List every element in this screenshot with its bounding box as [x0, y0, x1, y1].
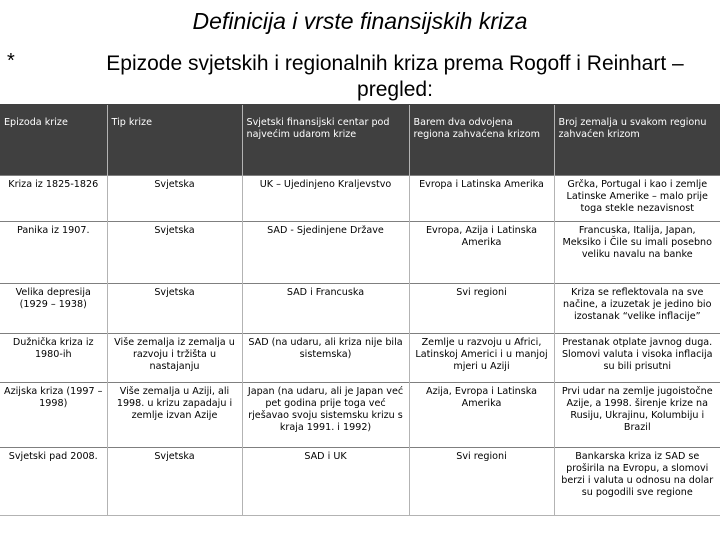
cell-regions: Svi regioni [409, 284, 554, 334]
cell-episode: Panika iz 1907. [0, 222, 107, 284]
cell-crisis-type: Svjetska [107, 448, 242, 516]
cell-regions: Azija, Evropa i Latinska Amerika [409, 383, 554, 448]
crisis-episodes-table [0, 104, 720, 516]
header-episode: Epizoda krize [0, 105, 107, 176]
table-row [0, 383, 720, 448]
table-row [0, 334, 720, 383]
cell-crisis-type: Svjetska [107, 176, 242, 222]
cell-episode: Svjetski pad 2008. [0, 448, 107, 516]
cell-crisis-type: Svjetska [107, 284, 242, 334]
cell-episode: Dužnička kriza iz 1980-ih [0, 334, 107, 383]
header-crisis-type: Tip krize [107, 105, 242, 176]
slide-title: Definicija i vrste finansijskih kriza [192, 8, 528, 34]
cell-regions: Evropa i Latinska Amerika [409, 176, 554, 222]
table-row [0, 176, 720, 222]
cell-financial-center: UK – Ujedinjeno Kraljevstvo [242, 176, 409, 222]
table-row [0, 448, 720, 516]
cell-countries: Prestanak otplate javnog duga. Slomovi valuta i visoka inflacija su bili prisutni [554, 334, 720, 383]
cell-countries: Bankarska kriza iz SAD se proširila na Evropu, a slomovi berzi i valuta u odnosu na dolar su pogodili sve regione [554, 448, 720, 516]
cell-episode: Azijska kriza (1997 – 1998) [0, 383, 107, 448]
cell-countries: Prvi udar na zemlje jugoistočne Azije, a 1998. širenje krize na Rusiju, Ukrajinu, Kolumbiju i Brazil [554, 383, 720, 448]
cell-financial-center: SAD i UK [242, 448, 409, 516]
header-countries-per-region: Broj zemalja u svakom regionu zahvaćen krizom [554, 105, 720, 176]
bullet-marker: * [7, 50, 15, 72]
cell-countries: Francuska, Italija, Japan, Meksiko i Čile su imali posebno veliku navalu na banke [554, 222, 720, 284]
cell-regions: Svi regioni [409, 448, 554, 516]
cell-financial-center: Japan (na udaru, ali je Japan već pet godina prije toga već rješavao svoju sistemsku krizu s kraja 1991. i 1992) [242, 383, 409, 448]
cell-regions: Evropa, Azija i Latinska Amerika [409, 222, 554, 284]
cell-financial-center: SAD - Sjedinjene Države [242, 222, 409, 284]
cell-episode: Velika depresija (1929 – 1938) [0, 284, 107, 334]
cell-regions: Zemlje u razvoju u Africi, Latinskoj Americi i u manjoj mjeri u Aziji [409, 334, 554, 383]
header-financial-center: Svjetski finansijski centar pod najvećim udarom krize [242, 105, 409, 176]
table-header-row [0, 105, 720, 176]
cell-episode: Kriza iz 1825-1826 [0, 176, 107, 222]
table-row [0, 222, 720, 284]
cell-crisis-type: Više zemalja iz zemalja u razvoju i tržišta u nastajanju [107, 334, 242, 383]
cell-financial-center: SAD i Francuska [242, 284, 409, 334]
cell-crisis-type: Više zemalja u Aziji, ali 1998. u krizu zapadaju i zemlje izvan Azije [107, 383, 242, 448]
header-regions-affected: Barem dva odvojena regiona zahvaćena krizom [409, 105, 554, 176]
cell-financial-center: SAD (na udaru, ali kriza nije bila sistemska) [242, 334, 409, 383]
table-row [0, 284, 720, 334]
slide-subtitle: Epizode svjetskih i regionalnih kriza prema Rogoff i Reinhart – pregled: [106, 52, 684, 101]
cell-countries: Grčka, Portugal i kao i zemlje Latinske Amerike – malo prije toga stekle nezavisnost [554, 176, 720, 222]
cell-crisis-type: Svjetska [107, 222, 242, 284]
cell-countries: Kriza se reflektovala na sve načine, a izuzetak je jedino bio izostanak “velike inflacije” [554, 284, 720, 334]
